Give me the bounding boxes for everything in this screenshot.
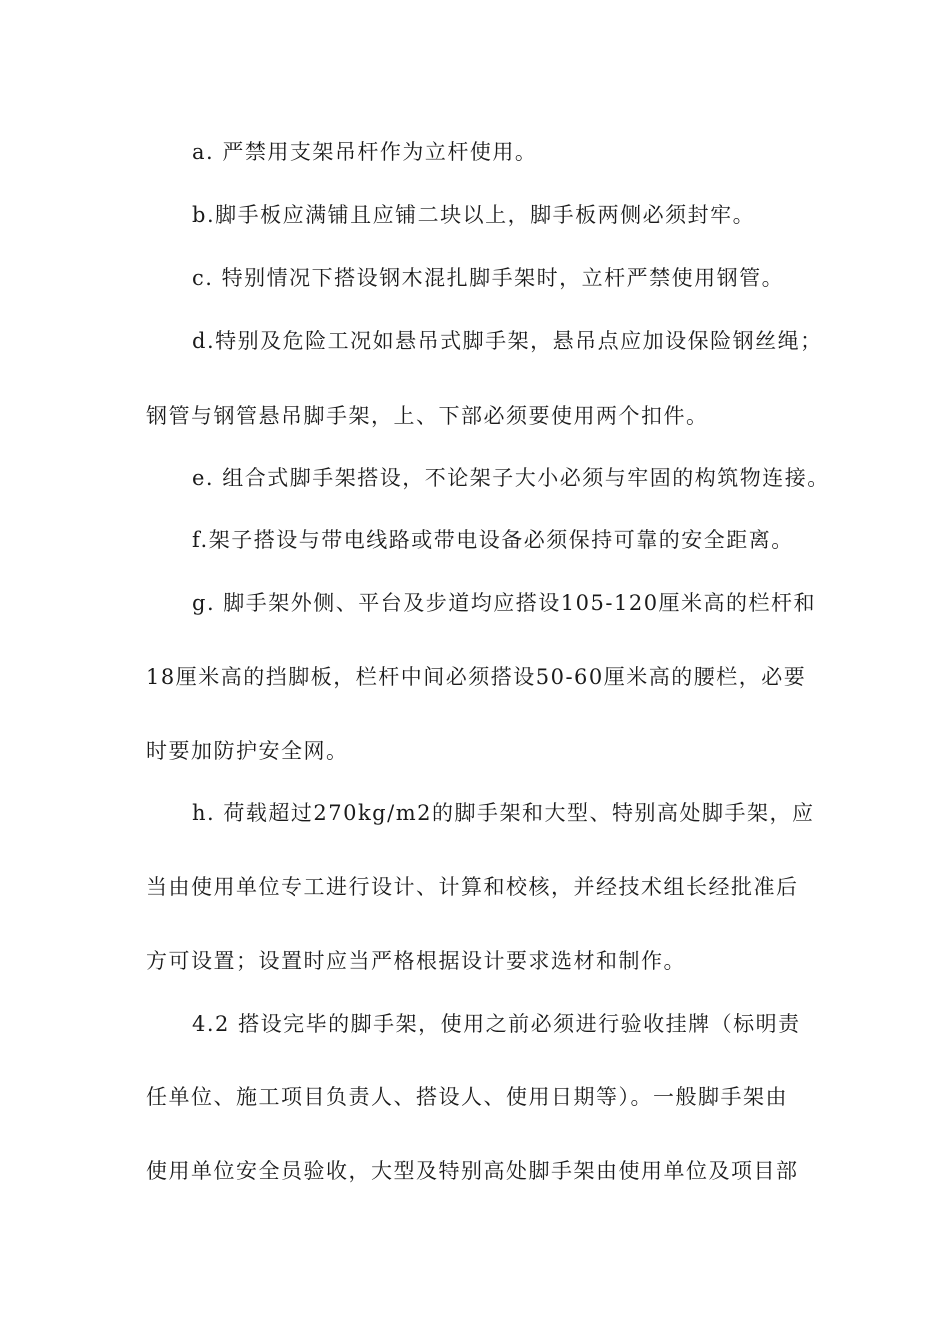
text-line: c. 特别情况下搭设钢木混扎脚手架时，立杆严禁使用钢管。	[192, 266, 785, 290]
text-line: 使用单位安全员验收，大型及特别高处脚手架由使用单位及项目部	[146, 1159, 799, 1183]
text-line: 方可设置；设置时应当严格根据设计要求选材和制作。	[146, 949, 686, 973]
text-line: a. 严禁用支架吊杆作为立杆使用。	[192, 140, 538, 164]
text-line: 钢管与钢管悬吊脚手架，上、下部必须要使用两个扣件。	[146, 404, 709, 428]
text-line: b.脚手板应满铺且应铺二块以上，脚手板两侧必须封牢。	[192, 203, 756, 227]
text-line: 4.2 搭设完毕的脚手架，使用之前必须进行验收挂牌（标明责	[192, 1012, 801, 1036]
text-line: 18厘米高的挡脚板，栏杆中间必须搭设50-60厘米高的腰栏，必要	[146, 665, 807, 689]
text-line: g. 脚手架外侧、平台及步道均应搭设105-120厘米高的栏杆和	[192, 591, 817, 615]
text-line: h. 荷载超过270kg/m2的脚手架和大型、特别高处脚手架，应	[192, 801, 815, 825]
text-line: 任单位、施工项目负责人、搭设人、使用日期等）。一般脚手架由	[146, 1085, 788, 1109]
text-line: e. 组合式脚手架搭设，不论架子大小必须与牢固的构筑物连接。	[192, 466, 830, 490]
text-line: 时要加防护安全网。	[146, 739, 349, 763]
text-line: f.架子搭设与带电线路或带电设备必须保持可靠的安全距离。	[192, 528, 794, 552]
text-line: 当由使用单位专工进行设计、计算和校核，并经技术组长经批准后	[146, 875, 799, 899]
text-line: d.特别及危险工况如悬吊式脚手架，悬吊点应加设保险钢丝绳；	[192, 329, 823, 353]
